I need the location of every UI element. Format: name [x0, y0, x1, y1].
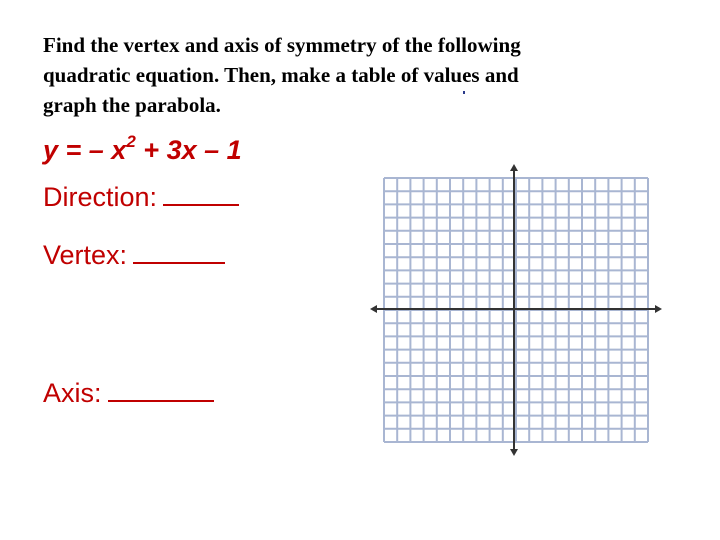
x-axis-right-arrow-icon: [655, 305, 662, 313]
axis-label: Axis:: [43, 378, 102, 408]
prompt-line-3: graph the parabola.: [43, 93, 221, 117]
prompt-line-1: Find the vertex and axis of symmetry of the following: [43, 33, 521, 57]
direction-label: Direction:: [43, 182, 158, 212]
equation-lhs: y = – x: [43, 135, 127, 165]
equation-exponent: 2: [126, 132, 136, 151]
y-axis-up-arrow-icon: [510, 164, 518, 171]
vertex-label: Vertex:: [43, 240, 128, 270]
x-axis-left-arrow-icon: [370, 305, 377, 313]
prompt-line-2: quadratic equation. Then, make a table of values and: [43, 63, 519, 87]
equation-rhs: + 3x – 1: [135, 135, 242, 165]
y-axis-down-arrow-icon: [510, 449, 518, 456]
